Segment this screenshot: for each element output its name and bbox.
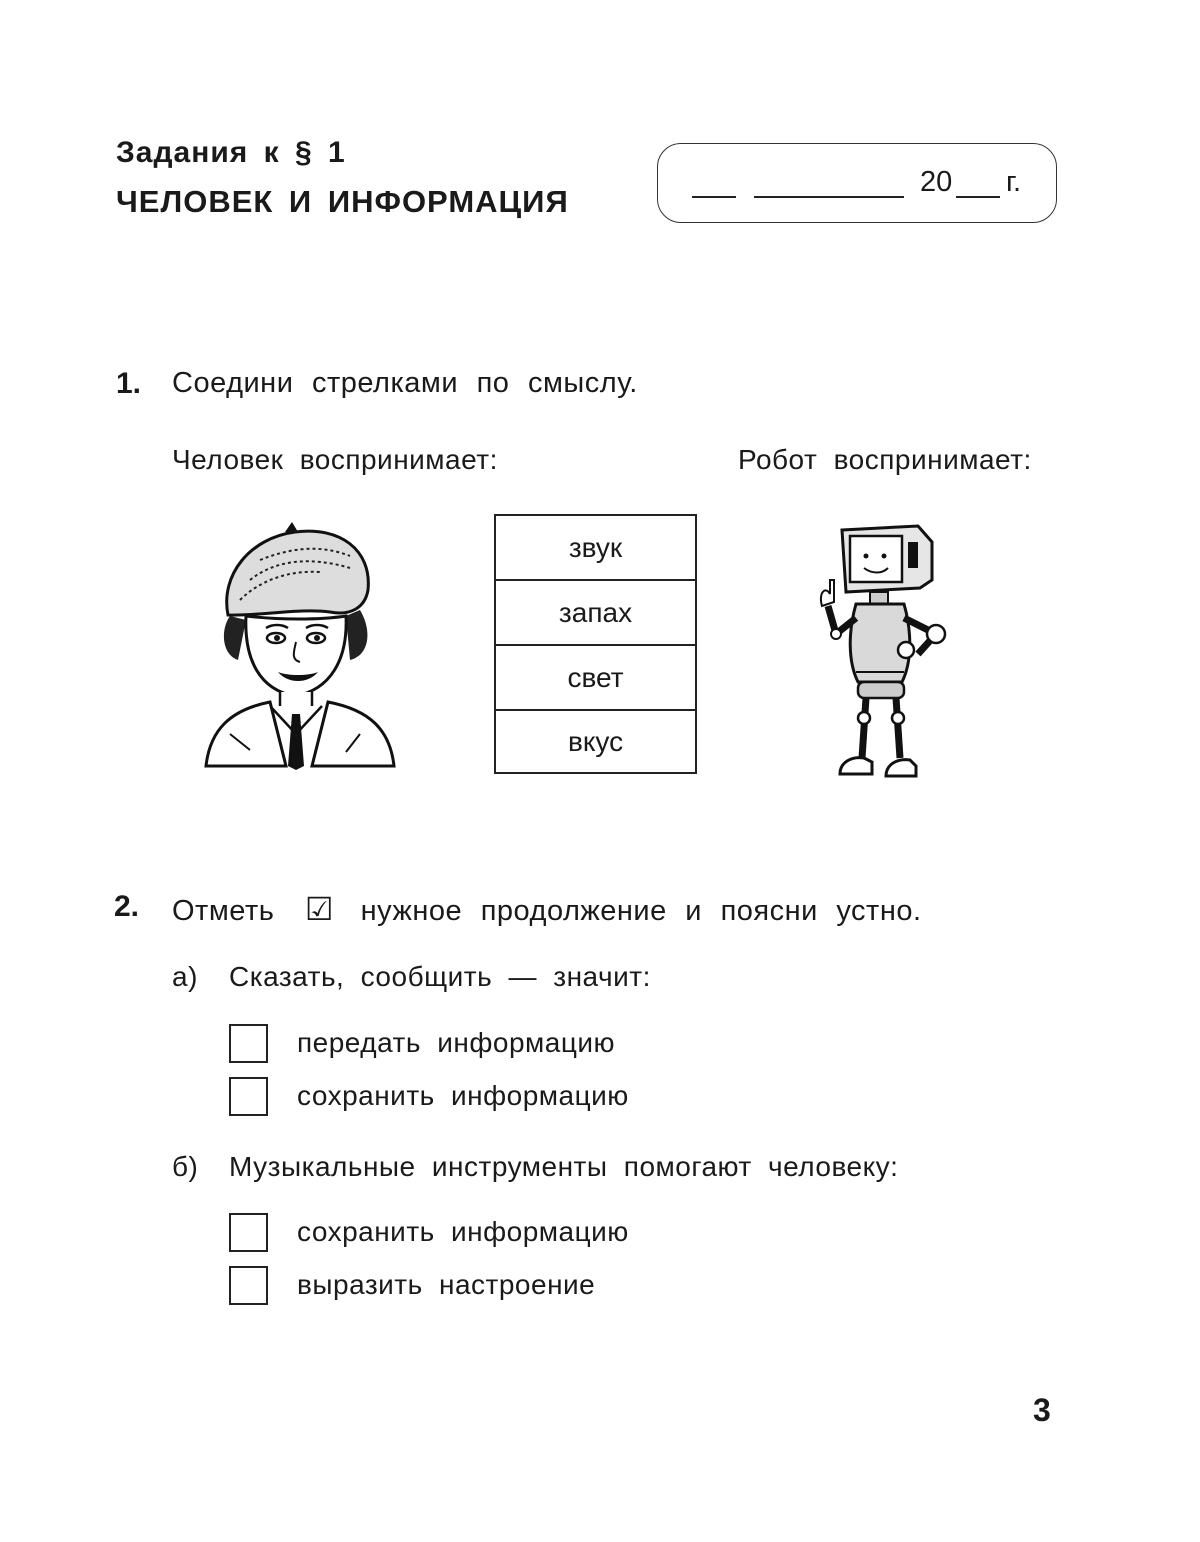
task2b-question: Музыкальные инструменты помогают человеку: xyxy=(229,1151,899,1182)
date-year-blank[interactable] xyxy=(956,196,1000,198)
page-number: 3 xyxy=(1033,1392,1051,1428)
page-title: ЧЕЛОВЕК И ИНФОРМАЦИЯ xyxy=(116,184,569,219)
word-table xyxy=(494,514,699,774)
date-month-blank[interactable] xyxy=(754,196,904,198)
word-cell-smell: запах xyxy=(494,579,697,644)
task2-number: 2. xyxy=(114,890,140,923)
human-illustration xyxy=(200,520,400,770)
date-suffix: г. xyxy=(1006,166,1022,198)
task2a-option2-checkbox[interactable] xyxy=(229,1077,268,1116)
robot-label: Робот воспринимает: xyxy=(738,444,1032,475)
section-heading: Задания к § 1 xyxy=(116,136,346,169)
word-cell-light: свет xyxy=(494,644,697,709)
task2a-question: Сказать, сообщить — значит: xyxy=(229,961,651,992)
task1-number: 1. xyxy=(116,367,142,400)
task2b-marker: б) xyxy=(172,1151,199,1182)
human-label: Человек воспринимает: xyxy=(172,444,498,475)
word-cell-sound: звук xyxy=(494,514,697,579)
date-field xyxy=(657,143,1057,223)
word-cell-taste: вкус xyxy=(494,709,697,774)
task2b-option1-label: сохранить информацию xyxy=(297,1216,629,1247)
task1-instruction: Соедини стрелками по смыслу. xyxy=(172,367,638,399)
task2a-option1-checkbox[interactable] xyxy=(229,1024,268,1063)
date-year-prefix: 20 xyxy=(920,166,953,198)
task2-instruction-before: Отметь xyxy=(172,895,275,927)
task2b-option1-checkbox[interactable] xyxy=(229,1213,268,1252)
date-day-blank[interactable] xyxy=(692,196,736,198)
task2a-marker: а) xyxy=(172,961,198,992)
task2b-option2-label: выразить настроение xyxy=(297,1269,596,1300)
checkmark-icon: ☑ xyxy=(304,890,335,928)
task2a-option1-label: передать информацию xyxy=(297,1027,616,1058)
robot-illustration xyxy=(800,522,960,784)
task2-instruction-after: нужное продолжение и поясни устно. xyxy=(360,895,922,927)
task2-instruction xyxy=(172,890,922,928)
task2b-option2-checkbox[interactable] xyxy=(229,1266,268,1305)
task2a-option2-label: сохранить информацию xyxy=(297,1080,629,1111)
